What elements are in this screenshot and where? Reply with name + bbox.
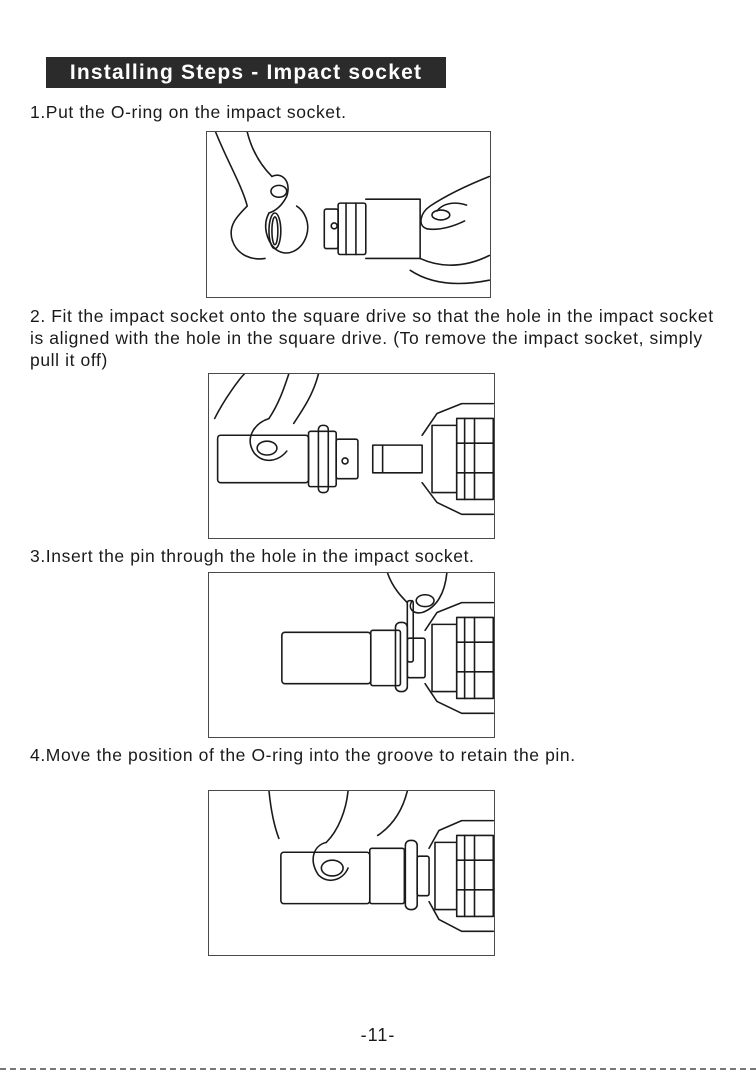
inserting-pin-illustration — [209, 573, 494, 737]
o-ring-into-groove-illustration — [209, 791, 494, 955]
section-title: Installing Steps - Impact socket — [46, 57, 446, 88]
step-3-text: 3.Insert the pin through the hole in the impact socket. — [30, 546, 475, 566]
page-number: -11- — [360, 1025, 396, 1045]
step-1-illustration — [206, 131, 491, 298]
step-3-illustration — [208, 572, 495, 738]
step-2-illustration — [208, 373, 495, 539]
step-4-text: 4.Move the position of the O-ring into the groove to retain the pin. — [30, 745, 576, 765]
step-1-text: 1.Put the O-ring on the impact socket. — [30, 102, 347, 122]
page-edge-divider — [0, 1068, 756, 1070]
step-4-illustration — [208, 790, 495, 956]
hand-holding-o-ring-illustration — [207, 132, 490, 297]
step-2-text: 2. Fit the impact socket onto the square drive so that the hole in the impact socket is aligned with the hole in the square drive. (To remove the impact socket, simply pull it off) — [30, 306, 714, 370]
socket-onto-square-drive-illustration — [209, 374, 494, 538]
